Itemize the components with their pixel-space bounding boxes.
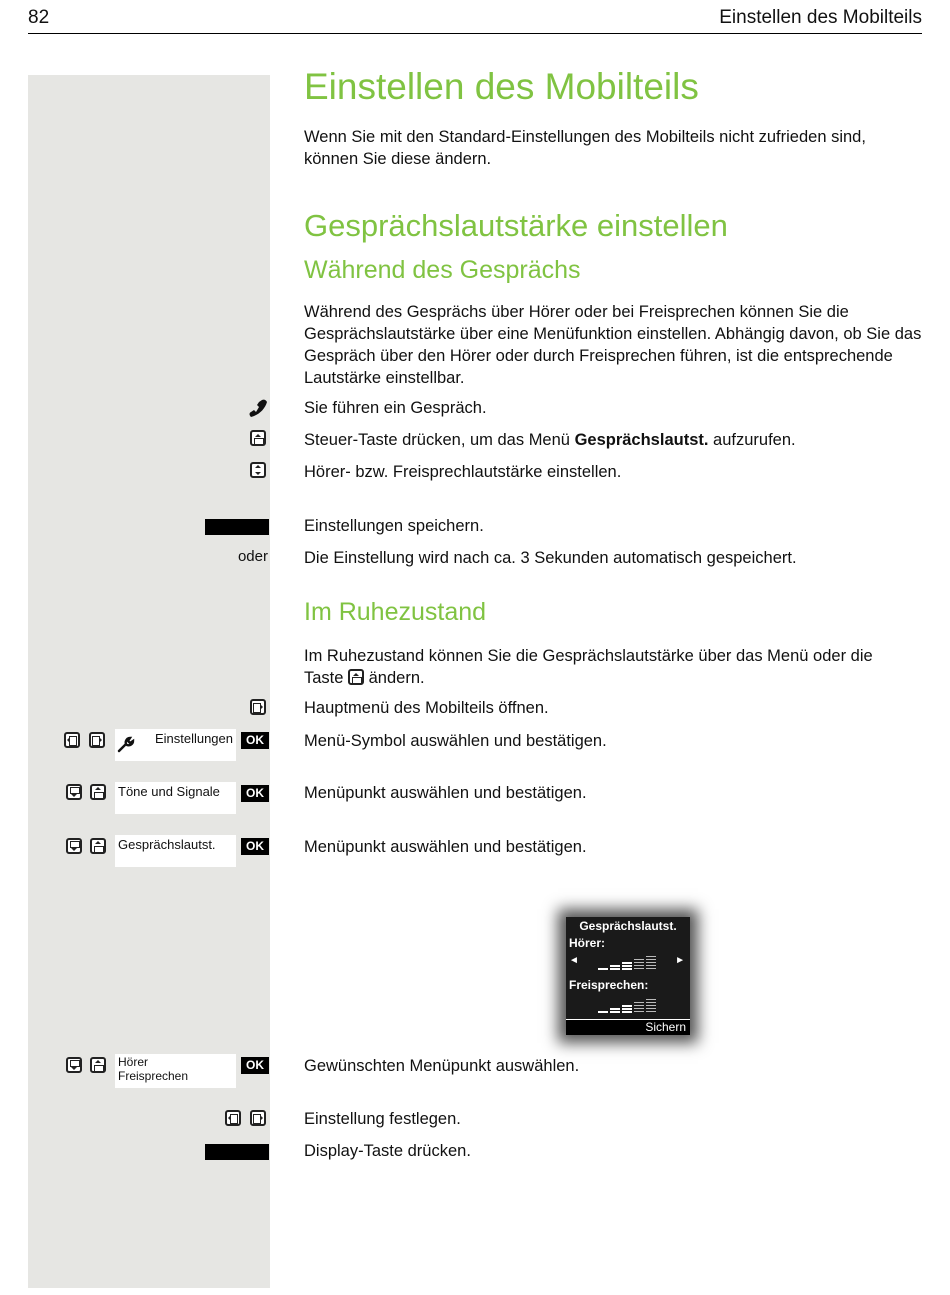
control-key-down-icon: [66, 784, 82, 800]
ok-key-2: OK: [241, 785, 269, 802]
volume-bar-segment: [598, 968, 608, 970]
volume-bar-segment: [646, 962, 656, 963]
control-key-updown-icon: [250, 462, 266, 478]
idle-step-4: Menüpunkt auswählen und bestätigen.: [304, 838, 587, 856]
menu-box-volume: [115, 835, 236, 867]
call-step-3: Hörer- bzw. Freisprechlautstärke einstellen.: [304, 463, 622, 481]
handset-display: [566, 917, 690, 1035]
menu-label-tones: Töne und Signale: [118, 784, 220, 799]
volume-bar-segment: [634, 1008, 644, 1009]
volume-bar-segment: [646, 965, 656, 966]
call-step-2: Steuer-Taste drücken, um das Menü Gesprächslautst. aufzurufen.: [304, 431, 796, 449]
control-key-down-icon-2: [66, 838, 82, 854]
wrench-icon: [117, 735, 135, 753]
call-step-5: Die Einstellung wird nach ca. 3 Sekunden automatisch gespeichert.: [304, 549, 797, 567]
idle-step-1: Hauptmenü des Mobilteils öffnen.: [304, 699, 549, 717]
hoerer-volume-bars: [598, 954, 660, 970]
page-title: Einstellen des Mobilteils: [304, 66, 699, 107]
control-key-left-icon-2: [225, 1110, 241, 1126]
volume-bar-segment: [634, 959, 644, 960]
running-header: Einstellen des Mobilteils: [719, 7, 922, 28]
header-rule: [28, 33, 922, 34]
control-key-right-icon-3: [250, 1110, 266, 1126]
display-label-hoerer: Hörer:: [569, 936, 606, 950]
oder-label: oder: [237, 548, 268, 565]
call-step-1: Sie führen ein Gespräch.: [304, 399, 487, 417]
call-paragraph: Während des Gesprächs über Hörer oder bei Freisprechen können Sie die Gesprächslautstärke über eine Menüfunktion einstellen. Abhängig davon, ob Sie das Gespräch über den Hörer oder durch Freisprechen führen, ist die entsprechende Lautstärke einstellbar.: [304, 303, 922, 387]
volume-bar-segment: [646, 1005, 656, 1006]
subsection-title-call: Während des Gesprächs: [304, 256, 581, 284]
display-softkey: Sichern: [566, 1019, 690, 1035]
display-key-icon: [205, 519, 269, 535]
volume-bar-segment: [634, 965, 644, 966]
control-key-up-icon-4: [90, 1057, 106, 1073]
idle-step-6: Einstellung festlegen.: [304, 1110, 461, 1128]
call-step-4: Einstellungen speichern.: [304, 517, 484, 535]
control-key-up-icon-2: [90, 784, 106, 800]
volume-bar-segment: [646, 1008, 656, 1009]
menu-label-volume: Gesprächslautst.: [118, 837, 216, 852]
control-key-right-icon: [250, 699, 266, 715]
volume-bar-segment: [646, 968, 656, 969]
display-key-icon-2: [205, 1144, 269, 1160]
display-label-freisprechen: Freisprechen:: [569, 978, 649, 992]
volume-bar-segment: [634, 1005, 644, 1006]
ok-key-4: OK: [241, 1057, 269, 1074]
volume-bar-segment: [646, 999, 656, 1000]
idle-step-7: Display-Taste drücken.: [304, 1142, 471, 1160]
ok-key-3: OK: [241, 838, 269, 855]
display-arrow-left-icon: ◄: [569, 955, 579, 966]
volume-bar-segment: [622, 1008, 632, 1010]
control-key-left-icon: [64, 732, 80, 748]
page-number: 82: [28, 7, 50, 28]
volume-bar-segment: [634, 968, 644, 969]
volume-bar-segment: [646, 1011, 656, 1012]
volume-bar-segment: [634, 962, 644, 963]
volume-bar-segment: [634, 1011, 644, 1012]
volume-bar-segment: [646, 956, 656, 957]
menu-box-tones: [115, 782, 236, 814]
control-key-right-icon-2: [89, 732, 105, 748]
menu-label-settings: Einstellungen: [154, 731, 233, 746]
menu-box-settings: [115, 729, 236, 761]
volume-bar-segment: [646, 959, 656, 960]
margin-column: [28, 75, 270, 1288]
control-key-up-icon-3: [90, 838, 106, 854]
menu-option-freisprechen: Freisprechen: [118, 1069, 189, 1083]
volume-bar-segment: [622, 1005, 632, 1007]
volume-bar-segment: [622, 1011, 632, 1013]
volume-bar-segment: [610, 1011, 620, 1013]
volume-bar-segment: [610, 968, 620, 970]
volume-bar-segment: [622, 968, 632, 970]
volume-bar-segment: [610, 1008, 620, 1010]
idle-step-5: Gewünschten Menüpunkt auswählen.: [304, 1057, 580, 1075]
menu-option-hoerer: Hörer: [118, 1055, 149, 1069]
idle-paragraph: Im Ruhezustand können Sie die Gesprächslautstärke über das Menü oder die Taste ändern.: [304, 647, 873, 687]
control-key-up-icon: [250, 430, 266, 446]
menu-box-options: [115, 1054, 236, 1088]
volume-bar-segment: [622, 962, 632, 964]
volume-bar-segment: [622, 965, 632, 967]
freisprechen-volume-bars: [598, 997, 660, 1013]
idle-step-2: Menü-Symbol auswählen und bestätigen.: [304, 732, 607, 750]
display-arrow-right-icon: ►: [675, 955, 685, 966]
handset-icon: [247, 397, 269, 419]
volume-bar-segment: [610, 965, 620, 967]
volume-bar-segment: [598, 1011, 608, 1013]
control-key-up-icon-inline: [348, 669, 364, 685]
intro-paragraph: Wenn Sie mit den Standard-Einstellungen des Mobilteils nicht zufrieden sind, können Sie diese ändern.: [304, 128, 866, 168]
display-title: Gesprächslautst.: [579, 919, 677, 933]
volume-bar-segment: [634, 1002, 644, 1003]
volume-bar-segment: [646, 1002, 656, 1003]
ok-key-1: OK: [241, 732, 269, 749]
subsection-title-idle: Im Ruhezustand: [304, 598, 487, 626]
idle-step-3: Menüpunkt auswählen und bestätigen.: [304, 784, 587, 802]
section-title: Gesprächslautstärke einstellen: [304, 208, 728, 243]
control-key-down-icon-3: [66, 1057, 82, 1073]
